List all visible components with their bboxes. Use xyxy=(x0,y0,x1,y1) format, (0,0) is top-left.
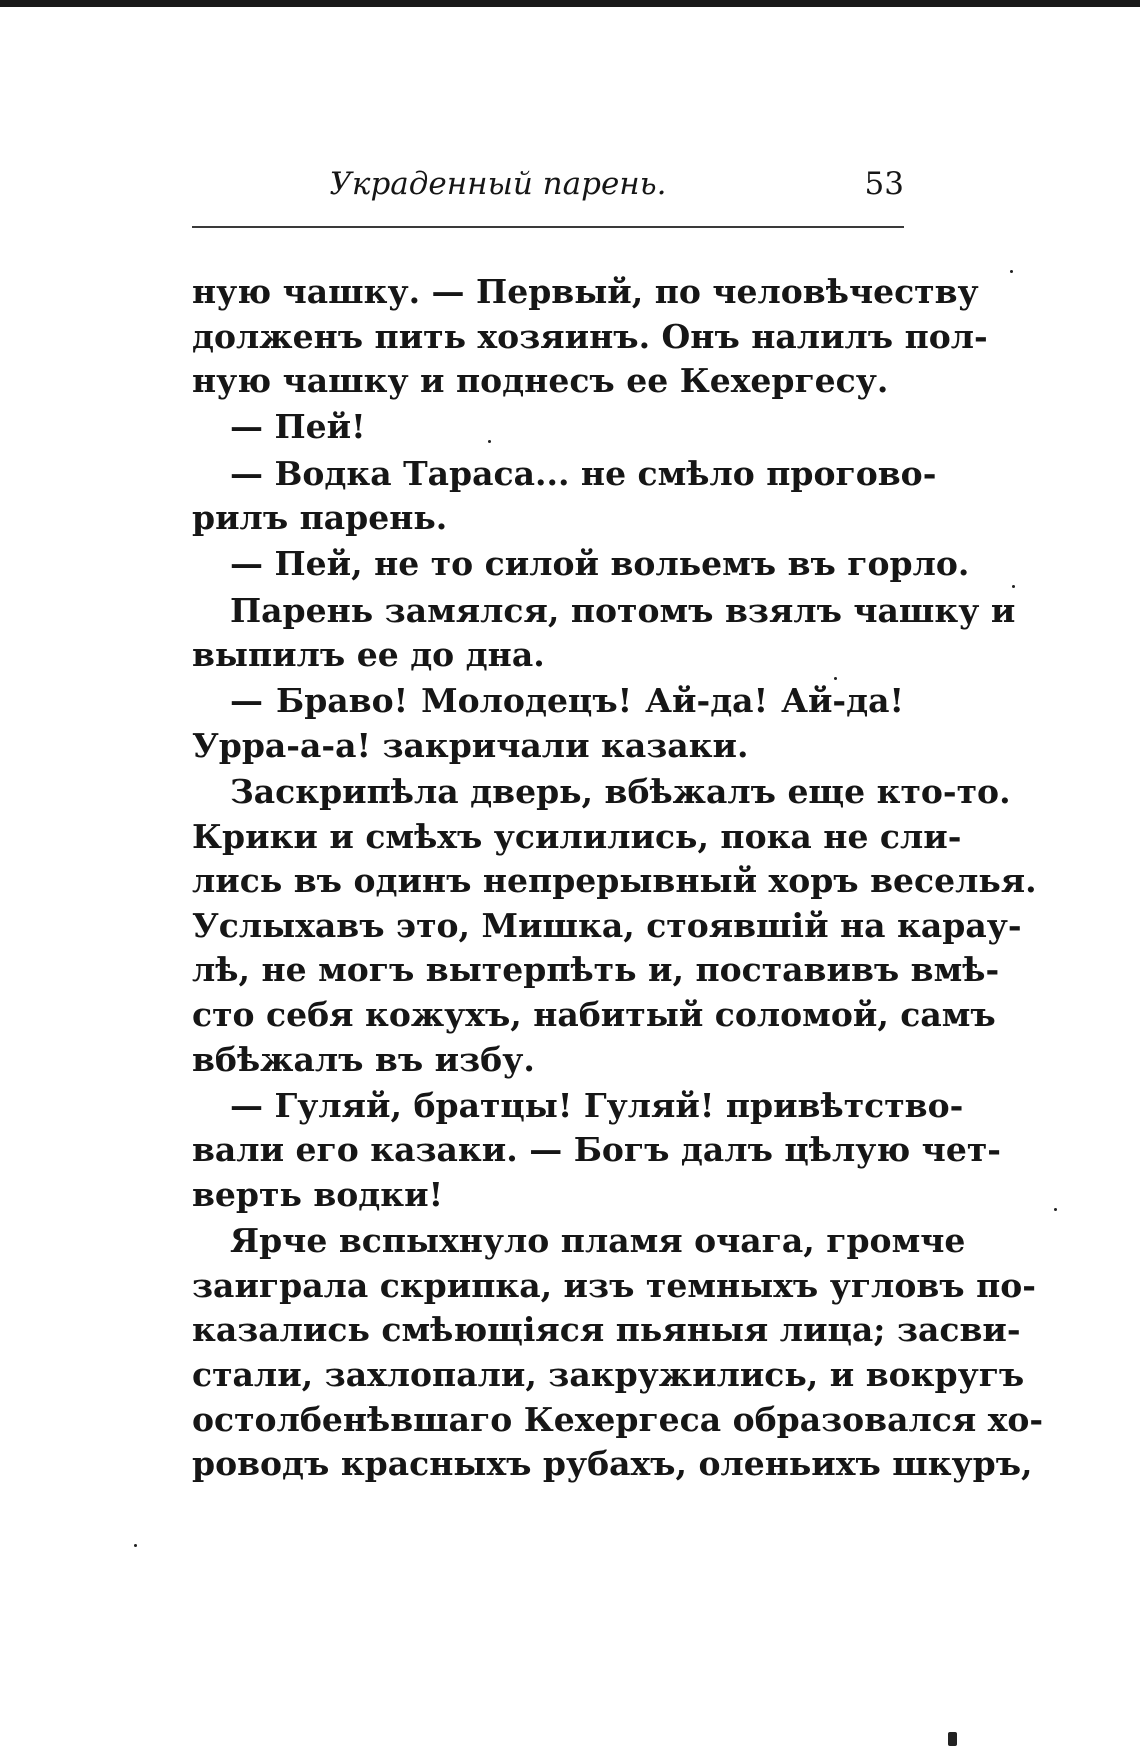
text-line: Ярче вспыхнуло пламя очага, громче xyxy=(230,1221,966,1261)
text-line: ную чашку и поднесъ ее Кехергесу. xyxy=(192,361,889,401)
text-line: выпилъ ее до дна. xyxy=(192,635,545,675)
text-line: Заскрипѣла дверь, вбѣжалъ еще кто-то. xyxy=(230,772,1011,812)
body-text xyxy=(192,270,1044,1487)
text-line: стали, захлопали, закружились, и вокругъ xyxy=(192,1355,1025,1394)
text-line: роводъ красныхъ рубахъ, оленьихъ шкуръ, xyxy=(192,1444,1033,1484)
scan-speck xyxy=(488,440,491,443)
text-line: вали его казаки. — Богъ далъ цѣлую чет- xyxy=(192,1130,1001,1170)
text-line: — Пей! xyxy=(230,407,366,447)
text-line: Урра-а-а! закричали казаки. xyxy=(192,725,749,765)
text-line: вбѣжалъ въ избу. xyxy=(192,1039,535,1079)
scan-speck xyxy=(948,1732,957,1746)
text-line: лѣ, не могъ вытерпѣть и, поставивъ вмѣ- xyxy=(192,950,1000,990)
scan-speck xyxy=(134,1544,137,1547)
text-line: — Пей, не то силой вольемъ въ горло. xyxy=(230,544,970,584)
text-line: Парень замялся, потомъ взялъ чашку и xyxy=(230,590,1016,630)
text-line: долженъ пить хозяинъ. Онъ налилъ пол- xyxy=(192,316,988,356)
text-line: рилъ парень. xyxy=(192,498,448,538)
scan-speck xyxy=(1012,585,1015,588)
scan-speck xyxy=(1054,1208,1057,1211)
text-line: остолбенѣвшаго Кехергеса образовался хо- xyxy=(192,1399,1044,1439)
header-rule xyxy=(192,226,904,228)
text-line: — Браво! Молодецъ! Ай-да! Ай-да! xyxy=(230,681,904,721)
text-line: заиграла скрипка, изъ темныхъ угловъ по- xyxy=(192,1265,1036,1305)
text-line: верть водки! xyxy=(192,1175,444,1215)
running-title: Украденный парень. xyxy=(329,166,667,202)
text-line: — Гуляй, братцы! Гуляй! привѣтство- xyxy=(230,1085,964,1125)
text-line: сто себя кожухъ, набитый соломой, самъ xyxy=(192,995,996,1035)
text-line: ную чашку. — Первый, по человѣчеству xyxy=(192,272,979,311)
page-number: 53 xyxy=(864,166,904,202)
text-line: лись въ одинъ непрерывный хоръ веселья. xyxy=(192,861,1037,901)
scan-speck xyxy=(1010,270,1013,273)
text-line: Крики и смѣхъ усилились, пока не сли- xyxy=(192,816,962,856)
page-header xyxy=(192,162,904,212)
text-line: Услыхавъ это, Мишка, стоявшій на карау- xyxy=(192,905,1022,945)
scan-speck xyxy=(834,677,837,680)
top-border-rule xyxy=(0,0,1140,7)
text-line: казались смѣющіяся пьяныя лица; засви- xyxy=(192,1310,1021,1350)
text-line: — Водка Тараса... не смѣло прогово- xyxy=(230,453,937,493)
